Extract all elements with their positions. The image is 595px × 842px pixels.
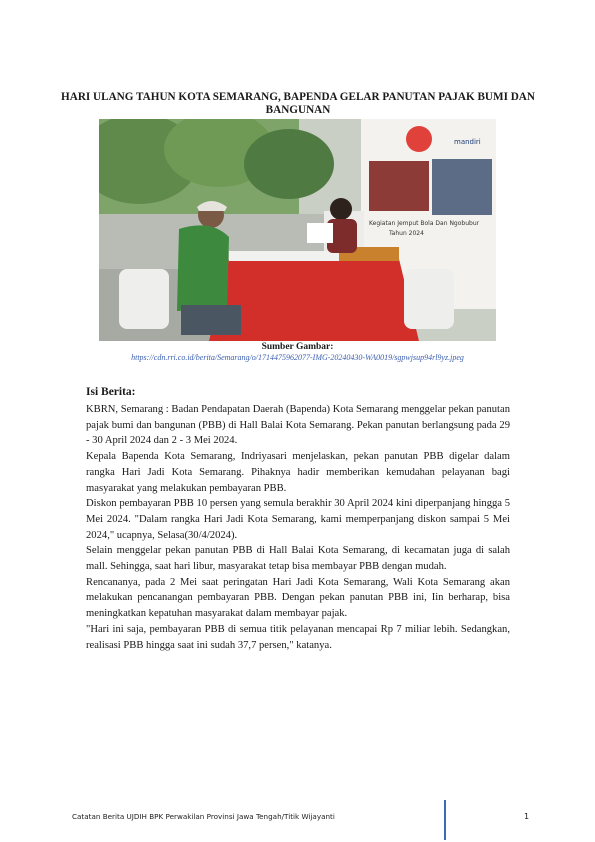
paragraph: Rencananya, pada 2 Mei saat peringatan Hari Jadi Kota Semarang, Wali Kota Semarang akan melakukan pencanangan pembayaran PBB. Dengan pekan panutan PBB ini, Iin berharap, bisa meningkatkan kepatuhan masyarakat dalam membayar pajak. — [86, 576, 510, 620]
footer-text: Catatan Berita UJDIH BPK Perwakilan Provinsi Jawa Tengah/Titik Wijayanti — [72, 812, 335, 821]
paragraph: KBRN, Semarang : Badan Pendapatan Daerah (Bapenda) Kota Semarang menggelar pekan panutan pajak bumi dan bangunan (PBB) di Hall Balai Kota Semarang. Pekan panutan berlangsung pada 29 - 30 April 2024 dan 2 - 3 Mei 2024. — [86, 404, 510, 447]
paragraph: "Hari ini saja, pembayaran PBB di semua titik pelayanan mencapai Rp 7 miliar lebih. Sedangkan, realisasi PBB hingga saat ini sudah 37,7 persen," katanya. — [86, 623, 510, 651]
page-number: 1 — [524, 812, 530, 821]
caption-label: Sumber Gambar: — [261, 342, 334, 352]
paragraph: Kepala Bapenda Kota Semarang, Indriyasari menjelaskan, pekan panutan PBB digelar dalam rangka Hari Jadi Kota Semarang. Pihaknya hadir memberikan kemudahan pelayanan bagi masyarakat yang melakukan pembayaran PBB. — [86, 451, 510, 494]
article-photo — [99, 119, 496, 341]
paragraph: Selain menggelar pekan panutan PBB di Hall Balai Kota Semarang, di kecamatan juga di salah mall. Sehingga, saat hari libur, masyarakat tetap bisa membayar PBB dengan mudah. — [86, 545, 510, 573]
footer-divider — [444, 800, 446, 840]
banner-caption: Kegiatan Jemput Bola Dan Ngobubur — [369, 220, 480, 227]
article-body — [86, 402, 510, 653]
banner-brand: mandiri — [454, 138, 481, 146]
caption-url[interactable]: https://cdn.rri.co.id/berita/Semarang/o/1714475962077-IMG-20240430-WA0019/sgpwjsup94rl9yz.jpeg — [131, 353, 464, 362]
banner-year: Tahun 2024 — [389, 230, 424, 237]
article-title: HARI ULANG TAHUN KOTA SEMARANG, BAPENDA GELAR PANUTAN PAJAK BUMI DAN BANGUNAN — [61, 91, 535, 116]
paragraph: Diskon pembayaran PBB 10 persen yang semula berakhir 30 April 2024 kini diperpanjang hingga 5 Mei 2024. "Dalam rangka Hari Jadi Kota Semarang, kami memperpanjang diskon sampai 5 Mei 2024," ucapnya, Selasa(30/4/2024). — [86, 498, 510, 541]
section-heading: Isi Berita: — [86, 386, 136, 398]
